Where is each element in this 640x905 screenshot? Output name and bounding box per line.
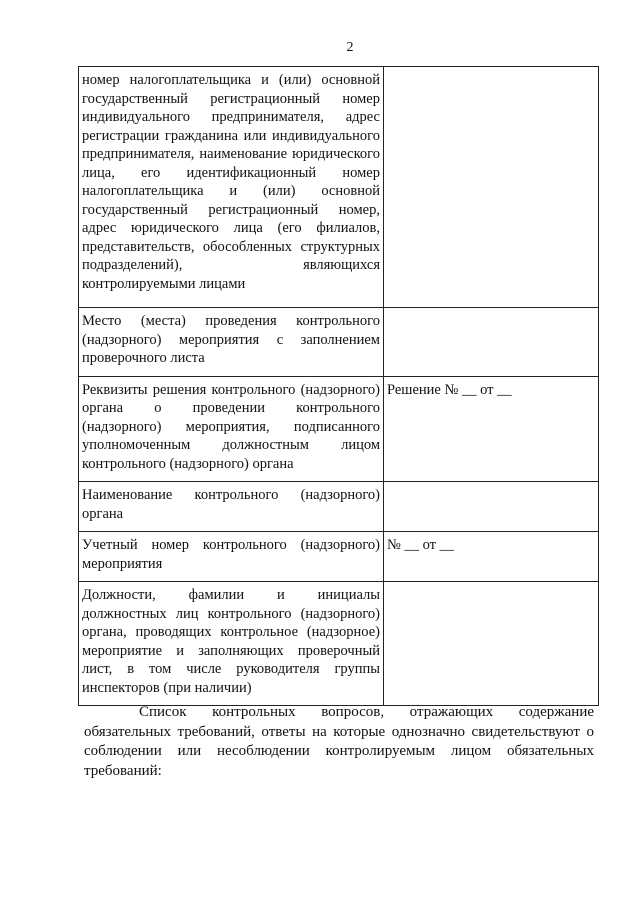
- row-value-controlled-persons: [384, 67, 599, 308]
- page-number: 2: [346, 40, 354, 55]
- row-label-registration-number: Учетный номер контрольного (надзорного) мероприятия: [79, 532, 384, 582]
- table-row: [79, 532, 599, 582]
- row-label-decision-details: Реквизиты решения контрольного (надзорного) органа о проведении контрольного (надзорного) мероприятия, подписанного уполномоченным должностным лицом контрольного (надзорного) органа: [79, 376, 384, 482]
- row-value-registration-number: № __ от __: [384, 532, 599, 582]
- row-value-inspection-place: [384, 308, 599, 377]
- checklist-intro-paragraph: Список контрольных вопросов, отражающих содержание обязательных требований, ответы на которые однозначно свидетельствуют о соблюдении или несоблюдении контролируемым лицом обязательных требований:: [84, 704, 594, 779]
- table-row: [79, 308, 599, 377]
- row-label-inspectors: Должности, фамилии и инициалы должностных лиц контрольного (надзорного) органа, проводящих контрольное (надзорное) мероприятие и заполняющих проверочный лист, в том числе руководителя группы инспекторов (при наличии): [79, 582, 384, 706]
- table-row: [79, 482, 599, 532]
- checklist-details-table: [78, 66, 599, 706]
- row-label-inspection-place: Место (места) проведения контрольного (надзорного) мероприятия с заполнением проверочного листа: [79, 308, 384, 377]
- row-value-decision-details: Решение № __ от __: [384, 376, 599, 482]
- row-value-authority-name: [384, 482, 599, 532]
- row-label-controlled-persons: номер налогоплательщика и (или) основной государственный регистрационный номер индивидуального предпринимателя, адрес регистрации гражданина или индивидуального предпринимателя, наименование юридического лица, его идентификационный номер налогоплательщика и (или) основной государственный регистрационный номер, адрес юридического лица (его филиалов, представительств, обособленных структурных подразделений), являющихся контролируемыми лицами: [79, 67, 384, 308]
- table-row: [79, 376, 599, 482]
- row-label-authority-name: Наименование контрольного (надзорного) органа: [79, 482, 384, 532]
- table-row: [79, 67, 599, 308]
- table-row: [79, 582, 599, 706]
- row-value-inspectors: [384, 582, 599, 706]
